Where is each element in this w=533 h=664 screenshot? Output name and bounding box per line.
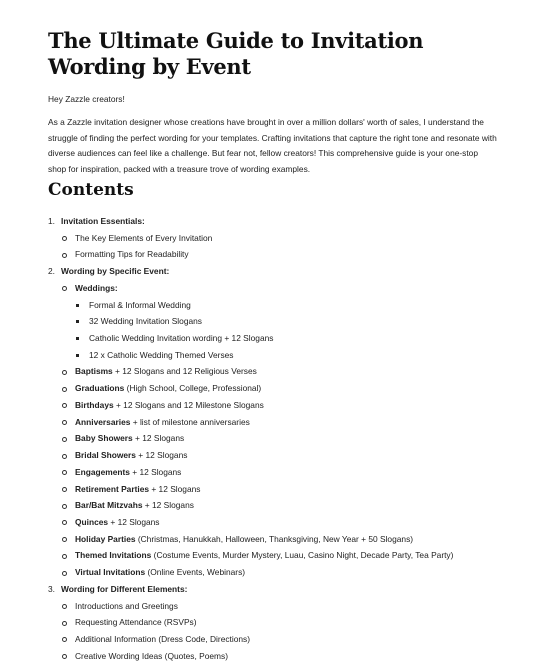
toc-item-detail: Formal & Informal Wedding [89,299,191,310]
toc-item-bold-label: Virtual Invitations [75,567,146,578]
hollow-bullet-icon [62,654,67,659]
toc-item-text [75,447,187,464]
toc-item-bold-label: Baby Showers [75,433,133,444]
toc-item-detail: + 12 Slogans [129,466,182,477]
hollow-bullet-icon [62,487,67,492]
intro-paragraph: As a Zazzle invitation designer whose creations have brought in over a million dollars' worth of sales, I understand the struggle of finding the perfect wording for your templates. Crafting invitations that capture the right tone and resonate with diverse audiences can feel like a challenge. But fear not, fellow creators! This comprehensive guide is your one-stop shop for inspiration, packed with a treasure trove of wording examples. [48,117,497,174]
toc-item-bold-label: Themed Invitations [75,550,152,561]
square-bullet-icon [76,320,79,323]
hollow-bullet-icon [62,537,67,542]
toc-item-level-2 [0,481,533,498]
hollow-bullet-icon [62,437,67,442]
toc-item-level-3 [0,330,533,347]
hollow-bullet-icon [62,370,67,375]
toc-item-level-2 [0,531,533,548]
toc-item-text [75,280,118,297]
hollow-bullet-icon [62,571,67,576]
toc-item-detail: + 12 Slogans [108,516,160,527]
toc-item-detail: + 12 Slogans [142,500,194,511]
toc-item-detail: + list of milestone anniversaries [130,416,250,427]
hollow-bullet-icon [62,504,67,509]
toc-item-detail: + 12 Slogans and 12 Religious Verses [112,366,257,377]
toc-item-text [89,297,191,314]
toc-item-text [75,614,197,631]
toc-item-level-2 [0,380,533,397]
toc-item-text [75,631,250,648]
toc-item-bold-label: Retirement Parties [75,483,150,494]
toc-item-detail: + 12 Slogans and 12 Milestone Slogans [113,399,264,410]
contents-heading: Contents [48,180,134,200]
toc-item-level-3 [0,313,533,330]
toc-item-bold-label: Wording by Specific Event: [61,266,170,277]
toc-item-detail: + 12 Slogans [135,450,188,461]
toc-item-text [75,380,261,397]
hollow-bullet-icon [62,520,67,525]
toc-item-number: 2. [48,266,55,277]
toc-item-bold-label: Birthdays [75,399,114,410]
hollow-bullet-icon [62,387,67,392]
toc-item-text [61,263,169,280]
hollow-bullet-icon [62,604,67,609]
toc-item-detail: Additional Information (Dress Code, Directions) [75,633,251,644]
square-bullet-icon [76,337,79,340]
toc-item-detail: 32 Wedding Invitation Slogans [89,316,202,327]
hollow-bullet-icon [62,420,67,425]
hollow-bullet-icon [62,470,67,475]
toc-item-bold-label: Quinces [75,516,109,527]
toc-item-text [75,363,257,380]
toc-item-level-2 [0,648,533,664]
hollow-bullet-icon [62,286,67,291]
toc-item-text [75,414,250,431]
toc-item-text [75,430,184,447]
toc-item-level-2 [0,598,533,615]
toc-item-number: 1. [48,216,55,226]
toc-item-detail: (Costume Events, Murder Mystery, Luau, Casino Night, Decade Party, Tea Party) [151,550,454,561]
toc-item-level-2 [0,280,533,297]
toc-item-bold-label: Baptisms [75,366,113,377]
toc-item-number: 3. [48,583,55,594]
toc-item-text [75,397,264,414]
toc-item-level-2 [0,447,533,464]
toc-item-level-3 [0,297,533,314]
toc-item-level-2 [0,246,533,263]
toc-item-text [75,246,189,263]
toc-item-level-1 [0,213,533,230]
toc-item-level-2 [0,397,533,414]
hollow-bullet-icon [62,454,67,459]
toc-item-level-2 [0,363,533,380]
hollow-bullet-icon [62,253,67,258]
toc-item-level-1 [0,263,533,280]
toc-item-bold-label: Bridal Showers [75,450,136,461]
square-bullet-icon [76,304,79,307]
toc-item-level-2 [0,230,533,247]
toc-item-bold-label: Bar/Bat Mitzvahs [75,500,143,511]
toc-item-detail: 12 x Catholic Wedding Themed Verses [89,349,234,360]
page-title: The Ultimate Guide to Invitation Wording by Event [48,28,424,79]
toc-item-detail: Catholic Wedding Invitation wording + 12 Slogans [89,333,274,344]
toc-item-level-2 [0,547,533,564]
toc-item-bold-label: Engagements [75,466,130,477]
toc-item-detail: (Online Events, Webinars) [145,567,246,578]
toc-item-detail: + 12 Slogans [149,483,201,494]
toc-item-bold-label: Weddings: [75,282,118,293]
hollow-bullet-icon [62,621,67,626]
toc-item-text [75,497,194,514]
toc-item-text [75,531,413,548]
toc-item-detail: Creative Wording Ideas (Quotes, Poems) [75,650,228,661]
toc-item-level-2 [0,497,533,514]
toc-item-bold-label: Anniversaries [75,416,131,427]
toc-item-level-2 [0,414,533,431]
toc-item-text [61,213,145,230]
toc-item-bold-label: Graduations [75,383,125,394]
toc-item-text [75,598,178,615]
toc-item-detail: Introductions and Greetings [75,600,178,611]
toc-item-text [75,481,200,498]
toc-item-level-1 [0,581,533,598]
hollow-bullet-icon [62,403,67,408]
toc-item-text [75,648,228,664]
toc-item-level-2 [0,631,533,648]
table-of-contents [0,213,533,664]
toc-item-text [89,330,273,347]
toc-item-detail: Formatting Tips for Readability [75,249,189,260]
toc-item-level-2 [0,564,533,581]
square-bullet-icon [76,354,79,357]
toc-item-detail: Requesting Attendance (RSVPs) [75,617,197,628]
toc-item-text [75,547,453,564]
toc-item-bold-label: Holiday Parties [75,533,136,544]
toc-item-level-3 [0,347,533,364]
toc-item-bold-label: Wording for Different Elements: [61,583,188,594]
toc-item-bold-label: Invitation Essentials: [61,216,145,226]
toc-item-detail: (High School, College, Professional) [124,383,262,394]
toc-item-text [75,564,245,581]
hollow-bullet-icon [62,236,67,241]
toc-item-level-2 [0,614,533,631]
toc-item-text [89,313,202,330]
toc-item-text [75,464,181,481]
toc-item-level-2 [0,514,533,531]
toc-item-level-2 [0,464,533,481]
hollow-bullet-icon [62,554,67,559]
toc-item-text [61,581,187,598]
toc-item-level-2 [0,430,533,447]
toc-item-text [75,514,160,531]
greeting: Hey Zazzle creators! [48,94,125,104]
toc-item-detail: The Key Elements of Every Invitation [75,232,213,243]
toc-item-text [89,347,233,364]
toc-item-detail: (Christmas, Hanukkah, Halloween, Thanksgiving, New Year + 50 Slogans) [135,533,414,544]
toc-item-detail: + 12 Slogans [132,433,185,444]
hollow-bullet-icon [62,637,67,642]
toc-item-text [75,230,212,247]
